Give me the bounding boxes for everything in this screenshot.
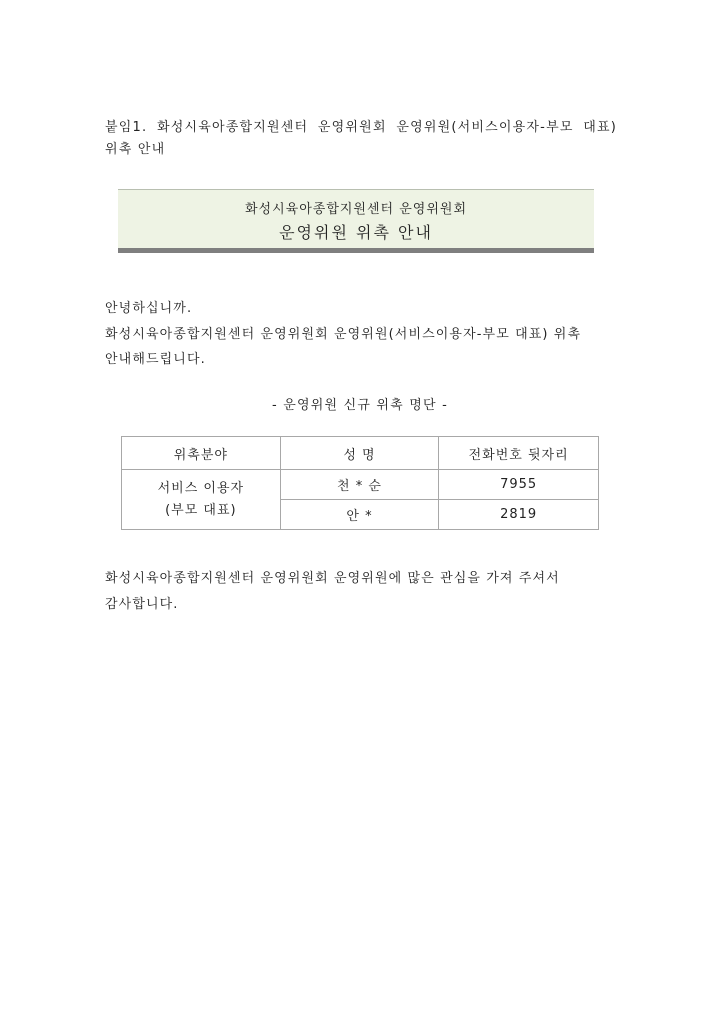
title-banner xyxy=(118,189,594,253)
banner-org: 화성시육아종합지원센터 운영위원회 xyxy=(244,202,468,217)
name-cell: 안 * xyxy=(280,500,439,530)
table-row xyxy=(122,470,599,500)
header-name: 성 명 xyxy=(280,437,439,470)
name-cell: 천 * 순 xyxy=(280,470,439,500)
phone-cell: 7955 xyxy=(439,470,599,500)
closing-line-1: 화성시육아종합지원센터 운영위원회 운영위원에 많은 관심을 가져 주셔서 xyxy=(105,571,560,586)
greeting-line-1: 안녕하십니까. xyxy=(105,301,193,316)
greeting-line-3: 안내해드립니다. xyxy=(105,352,206,367)
category-line-2: (부모 대표) xyxy=(165,502,237,518)
header-category: 위촉분야 xyxy=(122,437,281,470)
closing-line-2: 감사합니다. xyxy=(105,597,179,612)
appointment-table xyxy=(121,436,599,530)
attachment-heading: 붙임1. 화성시육아종합지원센터 운영위원회 운영위원(서비스이용자-부모 대표) 위촉 안내 xyxy=(105,120,617,157)
category-line-1: 서비스 이용자 xyxy=(157,480,245,496)
greeting-line-2: 화성시육아종합지원센터 운영위원회 운영위원(서비스이용자-부모 대표) 위촉 xyxy=(105,327,582,342)
list-title: - 운영위원 신규 위촉 명단 - xyxy=(271,398,449,413)
category-cell xyxy=(122,470,281,530)
banner-title: 운영위원 위촉 안내 xyxy=(279,223,433,242)
table-header-row xyxy=(122,437,599,470)
phone-cell: 2819 xyxy=(439,500,599,530)
header-phone: 전화번호 뒷자리 xyxy=(439,437,599,470)
